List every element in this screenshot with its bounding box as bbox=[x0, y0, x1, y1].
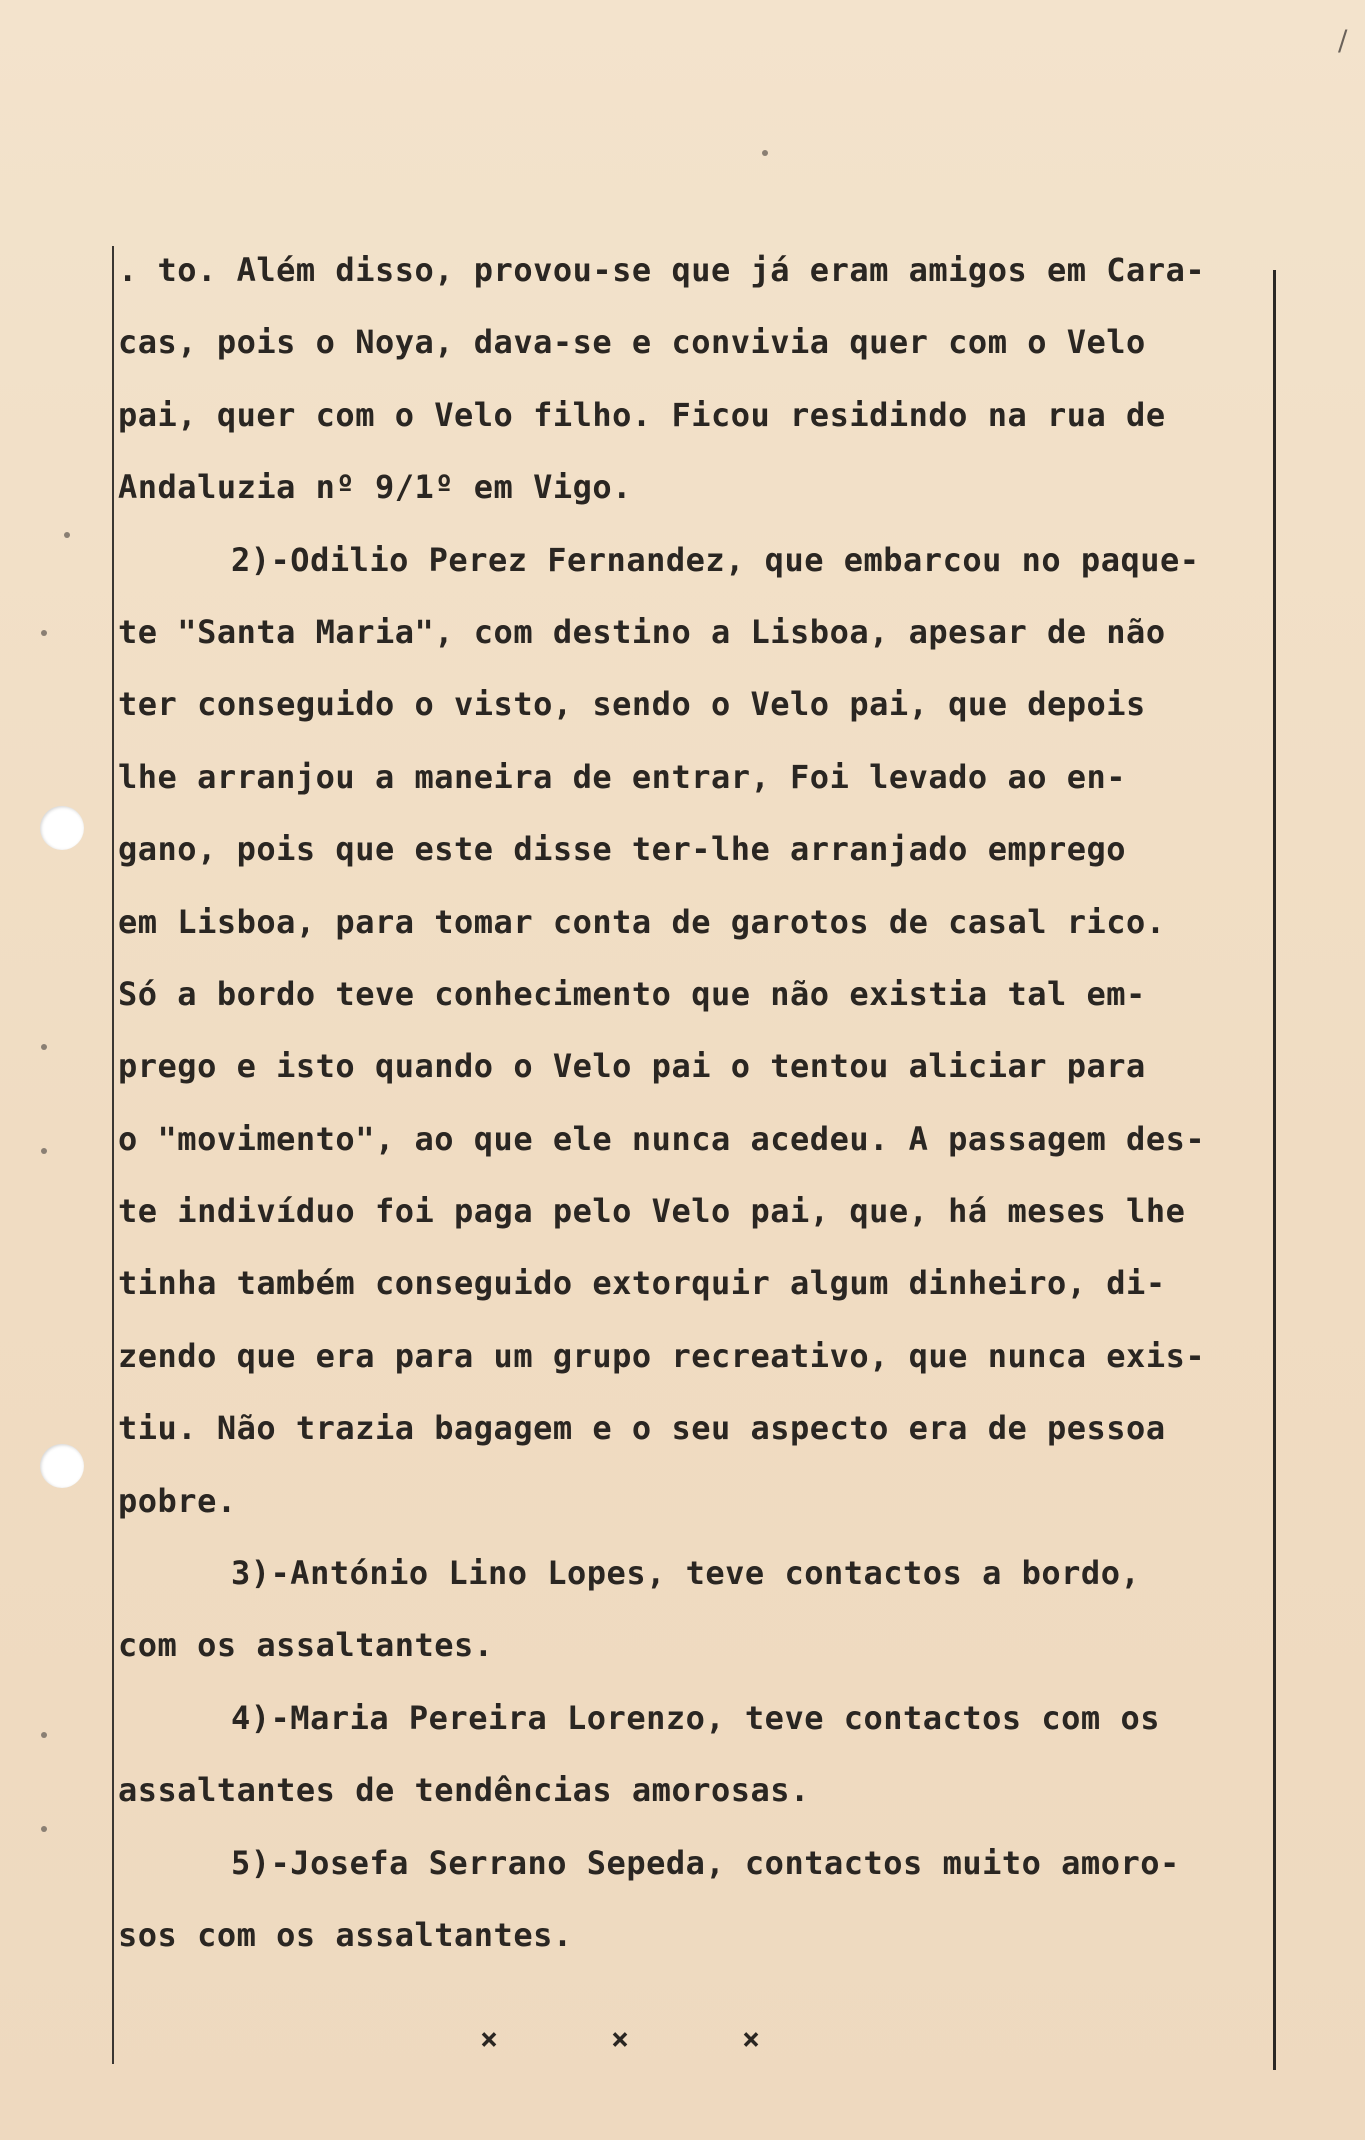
text-line: prego e isto quando o Velo pai o tentou aliciar para bbox=[118, 1047, 1146, 1086]
closing-mark: × bbox=[741, 2022, 760, 2057]
text-line: tiu. Não trazia bagagem e o seu aspecto era de pessoa bbox=[118, 1409, 1166, 1448]
text-line: Andaluzia nº 9/1º em Vigo. bbox=[118, 468, 632, 507]
text-line: zendo que era para um grupo recreativo, que nunca exis- bbox=[118, 1336, 1206, 1375]
punch-hole-upper bbox=[40, 806, 84, 850]
text-line: te indivíduo foi paga pelo Velo pai, que, há meses lhe bbox=[118, 1192, 1186, 1231]
page-corner-mark: / bbox=[1338, 24, 1348, 57]
text-line: gano, pois que este disse ter-lhe arranjado emprego bbox=[118, 830, 1127, 869]
paper-speck bbox=[41, 1732, 47, 1738]
closing-mark: × bbox=[480, 2022, 499, 2057]
paper-speck bbox=[41, 1826, 47, 1832]
paper-speck bbox=[64, 532, 70, 538]
text-line: o "movimento", ao que ele nunca acedeu. A passagem des- bbox=[118, 1119, 1206, 1158]
paper-speck bbox=[762, 150, 768, 156]
text-line: 5)-Josefa Serrano Sepeda, contactos muito amoro- bbox=[231, 1843, 1180, 1882]
text-line: pai, quer com o Velo filho. Ficou residindo na rua de bbox=[118, 395, 1166, 434]
text-line: te "Santa Maria", com destino a Lisboa, apesar de não bbox=[118, 612, 1166, 651]
text-line: tinha também conseguido extorquir algum dinheiro, di- bbox=[118, 1264, 1166, 1303]
text-line: ter conseguido o visto, sendo o Velo pai, que depois bbox=[118, 685, 1146, 724]
text-line: cas, pois o Noya, dava-se e convivia quer com o Velo bbox=[118, 323, 1146, 362]
punch-hole-lower bbox=[40, 1444, 84, 1488]
text-line: 4)-Maria Pereira Lorenzo, teve contactos com os bbox=[231, 1698, 1160, 1737]
closing-marks bbox=[480, 2022, 760, 2057]
text-line: Só a bordo teve conhecimento que não existia tal em- bbox=[118, 974, 1146, 1013]
text-line: lhe arranjou a maneira de entrar, Foi levado ao en- bbox=[118, 757, 1127, 796]
text-line: . to. Além disso, provou-se que já eram amigos em Cara- bbox=[118, 251, 1206, 289]
text-line: sos com os assaltantes. bbox=[118, 1915, 573, 1954]
closing-mark: × bbox=[610, 2022, 630, 2057]
paper-speck bbox=[41, 1148, 47, 1154]
paper-speck bbox=[41, 1044, 47, 1050]
text-line: pobre. bbox=[118, 1481, 237, 1520]
text-line: 2)-Odilio Perez Fernandez, que embarcou no paque- bbox=[231, 540, 1200, 579]
paper-speck bbox=[41, 630, 47, 636]
text-line: com os assaltantes. bbox=[118, 1626, 494, 1665]
left-margin-line bbox=[112, 246, 114, 2064]
text-line: 3)-António Lino Lopes, teve contactos a bordo, bbox=[231, 1554, 1141, 1593]
text-line: assaltantes de tendências amorosas. bbox=[118, 1771, 810, 1810]
text-line: em Lisboa, para tomar conta de garotos de casal rico. bbox=[118, 902, 1166, 941]
typed-text-body bbox=[118, 252, 1278, 1989]
